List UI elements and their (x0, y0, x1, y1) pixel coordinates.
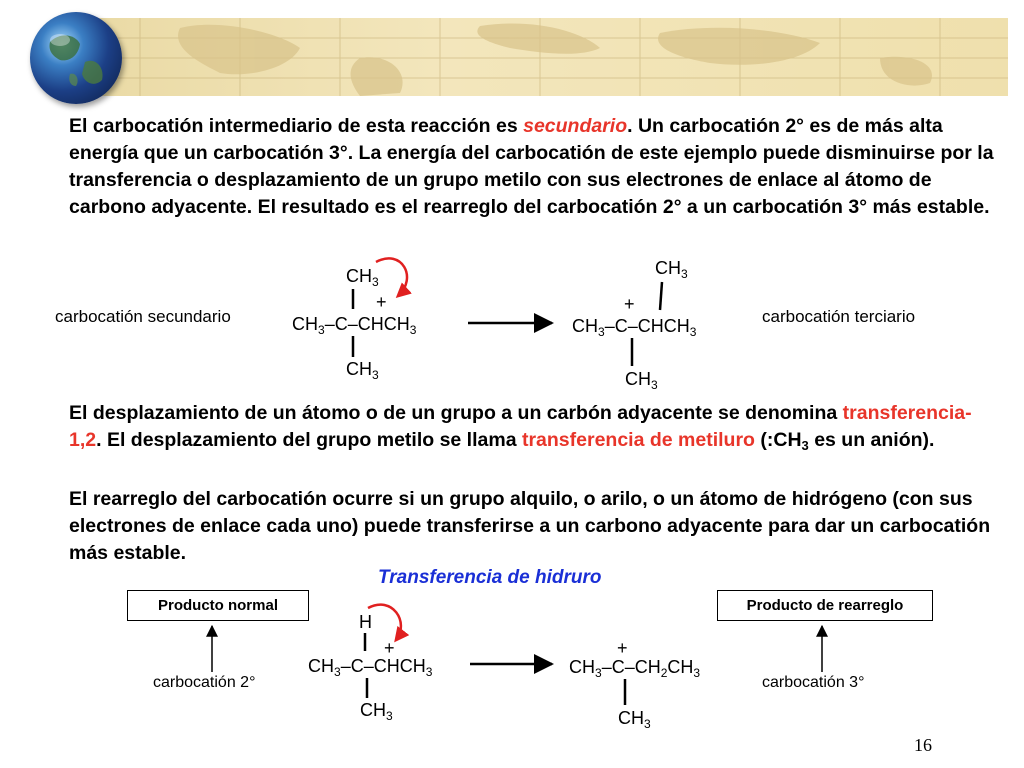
r1-right-bottom-ch3: $CH_3$ (625, 369, 658, 392)
r2-right-main-chain: $CH_3-C-CH_2CH_3$ (569, 657, 701, 680)
term-transfer-12: transferencia-1,2 (69, 402, 972, 451)
transfer-text-3a: (:CH (754, 429, 802, 451)
r1-right-plus: + (624, 294, 635, 314)
r1-right-top-ch3: $CH_3$ (655, 258, 688, 281)
r1-left-top-ch3: $CH_3$ (346, 266, 379, 289)
hydride-transfer-title: Transferencia de hidruro (378, 567, 602, 588)
r1-left-bottom-ch3: $CH_3$ (346, 359, 379, 382)
r1-left-main-chain: $CH_3-C-CHCH_3$ (292, 314, 417, 337)
label-3-carbocation: carbocatión 3° (762, 674, 865, 691)
paragraph-rearrangement: El rearreglo del carbocatión ocurre si un grupo alquilo, o arilo, o un átomo de hidrógeno (con sus electrones de enlace cada uno) puede transferirse a un carbono adyacente para dar un carbocatión más estable. (69, 488, 991, 564)
r2-left-main-chain: $CH_3-C-CHCH_3$ (308, 656, 433, 679)
label-tertiary-carbocation: carbocatión terciario (762, 307, 916, 326)
r2-left-bottom-ch3: $CH_3$ (360, 700, 393, 723)
r2-left-top-h: H (359, 612, 372, 632)
intro-text-pre: El carbocatión intermediario de esta reacción es (69, 115, 524, 137)
paragraph-transfer: El desplazamiento de un átomo o de un grupo a un carbón adyacente se denomina transferencia-1,2. El desplazamiento del grupo metilo se llama transferencia de metiluro ($:CH_3$ es un anión). (69, 402, 972, 453)
label-2-carbocation: carbocatión 2° (153, 674, 256, 691)
intro-text-post: . Un carbocatión 2° es de más alta energía que un carbocatión 3°. La energía del carbocatión de este ejemplo puede disminuirse por la transferencia o desplazamiento de un grupo metilo con sus electrones de enlace al átomo de carbono adyacente. El resultado es el rearreglo del carbocatión 2° a un carbocatión 3° más estable. (69, 115, 994, 218)
transfer-text-2: . El desplazamiento del grupo metilo se llama (96, 429, 522, 451)
term-methyl-transfer: transferencia de metiluro (521, 429, 755, 451)
r1-right-main-chain: $CH_3-C-CHCH_3$ (572, 316, 697, 339)
transfer-text-1: El desplazamiento de un átomo o de un grupo a un carbón adyacente se denomina (69, 402, 843, 424)
label-secondary-carbocation: carbocatión secundario (55, 307, 231, 326)
r1-left-plus: + (376, 292, 387, 312)
transfer-text-3b: es un anión). (808, 429, 935, 451)
r2-right-bottom-ch3: $CH_3$ (618, 708, 651, 731)
page-number: 16 (914, 735, 932, 755)
r1-right-bond-up (660, 282, 662, 310)
r2-left-plus: + (384, 638, 395, 658)
r2-hydride-shift-arrow (368, 605, 401, 640)
box-normal-product: Producto normal (127, 590, 309, 621)
secundario-highlight: secundario (523, 115, 628, 137)
box-rearranged-product: Producto de rearreglo (717, 590, 933, 621)
r2-right-plus: + (617, 638, 628, 658)
r1-methyl-shift-arrow (376, 258, 407, 296)
